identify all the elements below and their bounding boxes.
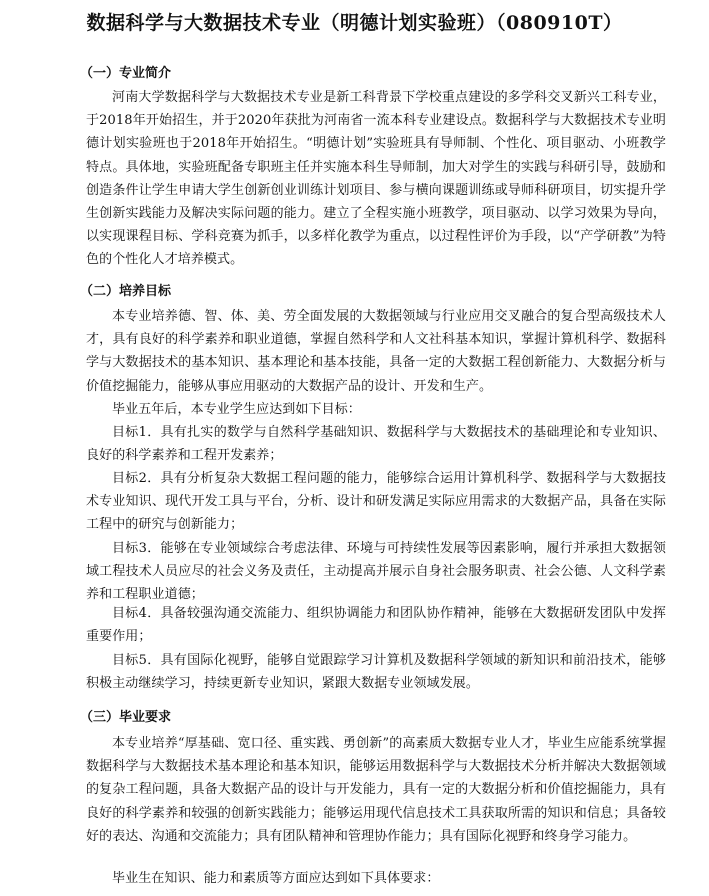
goal-3-paragraph: 目标3．能够在专业领域综合考虑法律、环境与可持续性发展等因素影响，履行并承担大数据领域工程技术人员应尽的社会义务及责任，主动提高并展示自身社会服务职责、社会公德、人文科学素养和工程职业道德； [86,541,666,603]
section-heading-intro: （一）专业简介 [80,66,172,81]
goal-4-paragraph: 目标4．具备较强沟通交流能力、组织协调能力和团队协作精神，能够在大数据研发团队中发挥重要作用； [86,606,666,645]
document-title: 数据科学与大数据技术专业（明德计划实验班）（080910T） [86,12,623,34]
requirements-paragraph: 本专业培养“厚基础、宽口径、重实践、勇创新”的高素质大数据专业人才，毕业生应能系统掌握数据科学与大数据技术基本理论和基本知识，能够运用数据科学与大数据技术分析并解决大数据领域的复杂工程问题，具备大数据产品的设计与开发能力，具有一定的大数据分析和价值挖掘能力，具有良好的科学素养和较强的创新实践能力；能够运用现代信息技术工具获取所需的知识和信息；具备较好的表达、沟通和交流能力；具有团队精神和管理协作能力；具有国际化视野和终身学习能力。 [86,736,666,844]
section-heading-goals: （二）培养目标 [80,284,172,299]
goal-1-paragraph: 目标1．具有扎实的数学与自然科学基础知识、数据科学与大数据技术的基础理论和专业知识、良好的科学素养和工程开发素养； [86,425,666,464]
goal-2-paragraph: 目标2．具有分析复杂大数据工程问题的能力，能够综合运用计算机科学、数据科学与大数据技术专业知识、现代开发工具与平台，分析、设计和研发满足实际应用需求的大数据产品，具备在实际工程中的研究与创新能力； [86,471,666,533]
goals-lead-paragraph: 毕业五年后，本专业学生应达到如下目标： [112,402,361,417]
goal-5-paragraph: 目标5．具有国际化视野，能够自觉跟踪学习计算机及数据科学领域的新知识和前沿技术，能够积极主动继续学习，持续更新专业知识，紧跟大数据专业领域发展。 [86,653,666,692]
requirements-lead-paragraph: 毕业生在知识、能力和素质等方面应达到如下具体要求： [112,871,440,886]
section-heading-requirements: （三）毕业要求 [80,710,172,725]
goals-paragraph: 本专业培养德、智、体、美、劳全面发展的大数据领域与行业应用交叉融合的复合型高级技术人才，具有良好的科学素养和职业道德，掌握自然科学和人文社科基本知识，掌握计算机科学、数据科学与大数据技术的基本知识、基本理论和基本技能，具备一定的大数据工程创新能力、大数据分析与价值挖掘能力，能够从事应用驱动的大数据产品的设计、开发和生产。 [86,309,666,394]
intro-paragraph: 河南大学数据科学与大数据技术专业是新工科背景下学校重点建设的多学科交叉新兴工科专业，于2018年开始招生，并于2020年获批为河南省一流本科专业建设点。数据科学与大数据技术专业明德计划实验班也于2018年开始招生。“明德计划”实验班具有导师制、个性化、项目驱动、小班教学特点。具体地，实验班配备专职班主任并实施本科生导师制，加大对学生的实践与科研引导，鼓励和创造条件让学生申请大学生创新创业训练计划项目、参与横向课题训练或导师科研项目，切实提升学生创新实践能力及解决实际问题的能力。建立了全程实施小班教学，项目驱动、以学习效果为导向，以实现课程目标、学科竞赛为抓手，以多样化教学为重点，以过程性评价为手段，以“产学研教”为特色的个性化人才培养模式。 [86,90,666,268]
